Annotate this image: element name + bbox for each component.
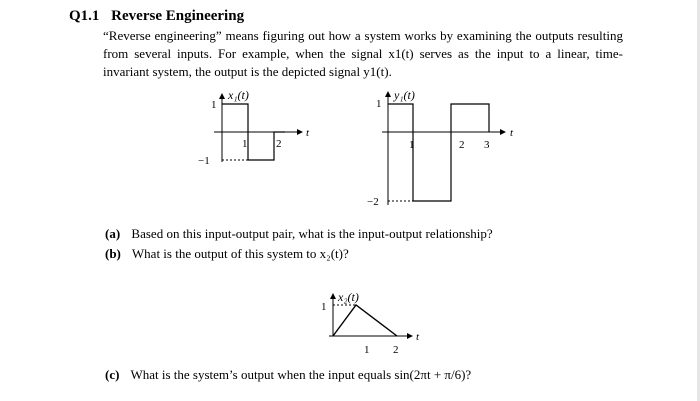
y1-tick-1: 1 [409, 139, 415, 151]
x2-plot [321, 290, 420, 356]
intro-paragraph: “Reverse engineering” means figuring out how a system works by examining the outputs resulting from several inputs. For example, when the signal x1(t) serves as the input to a linear, time-invariant system, the output is the depicted signal y1(t). [103, 28, 623, 79]
y1-tick-3: 3 [484, 139, 490, 151]
x1-tick-1: 1 [242, 138, 248, 150]
question-title: Reverse Engineering [111, 8, 245, 24]
part-b-text: What is the output of this system to x₂(t)? [131, 246, 349, 261]
part-c-text: What is the system’s output when the input equals sin(2πt + π/6)? [130, 367, 472, 382]
x1-tick-top: 1 [211, 99, 217, 111]
part-a-label: (a) [105, 226, 121, 241]
x1-tick-2: 2 [276, 138, 282, 150]
x2-label: x₂(t) [338, 290, 359, 304]
x1-label: x₁(t) [228, 88, 249, 102]
x2-tick-2: 2 [393, 344, 399, 356]
part-c [105, 367, 471, 383]
y1-plot [367, 88, 514, 208]
part-c-label: (c) [105, 367, 120, 382]
x2-signal-line [333, 305, 397, 336]
y1-label: y₁(t) [394, 88, 415, 102]
question-number: Q1.1 [69, 8, 100, 24]
y1-t-label: t [510, 127, 514, 139]
y1-tick-2: 2 [459, 139, 465, 151]
y1-tick-bottom: −2 [367, 196, 379, 208]
y1-tick-top: 1 [376, 98, 382, 110]
part-a-text: Based on this input-output pair, what is the input-output relationship? [131, 226, 493, 241]
x1-plot [198, 88, 310, 167]
x2-tick-1: 1 [364, 344, 370, 356]
x1-tick-bottom: −1 [198, 155, 210, 167]
x2-tick-top: 1 [321, 301, 327, 313]
part-a [105, 226, 493, 242]
x1-t-label: t [306, 127, 310, 139]
y1-signal-line [388, 104, 489, 201]
part-b [105, 246, 349, 262]
part-b-label: (b) [105, 246, 121, 261]
x2-t-label: t [416, 331, 420, 343]
